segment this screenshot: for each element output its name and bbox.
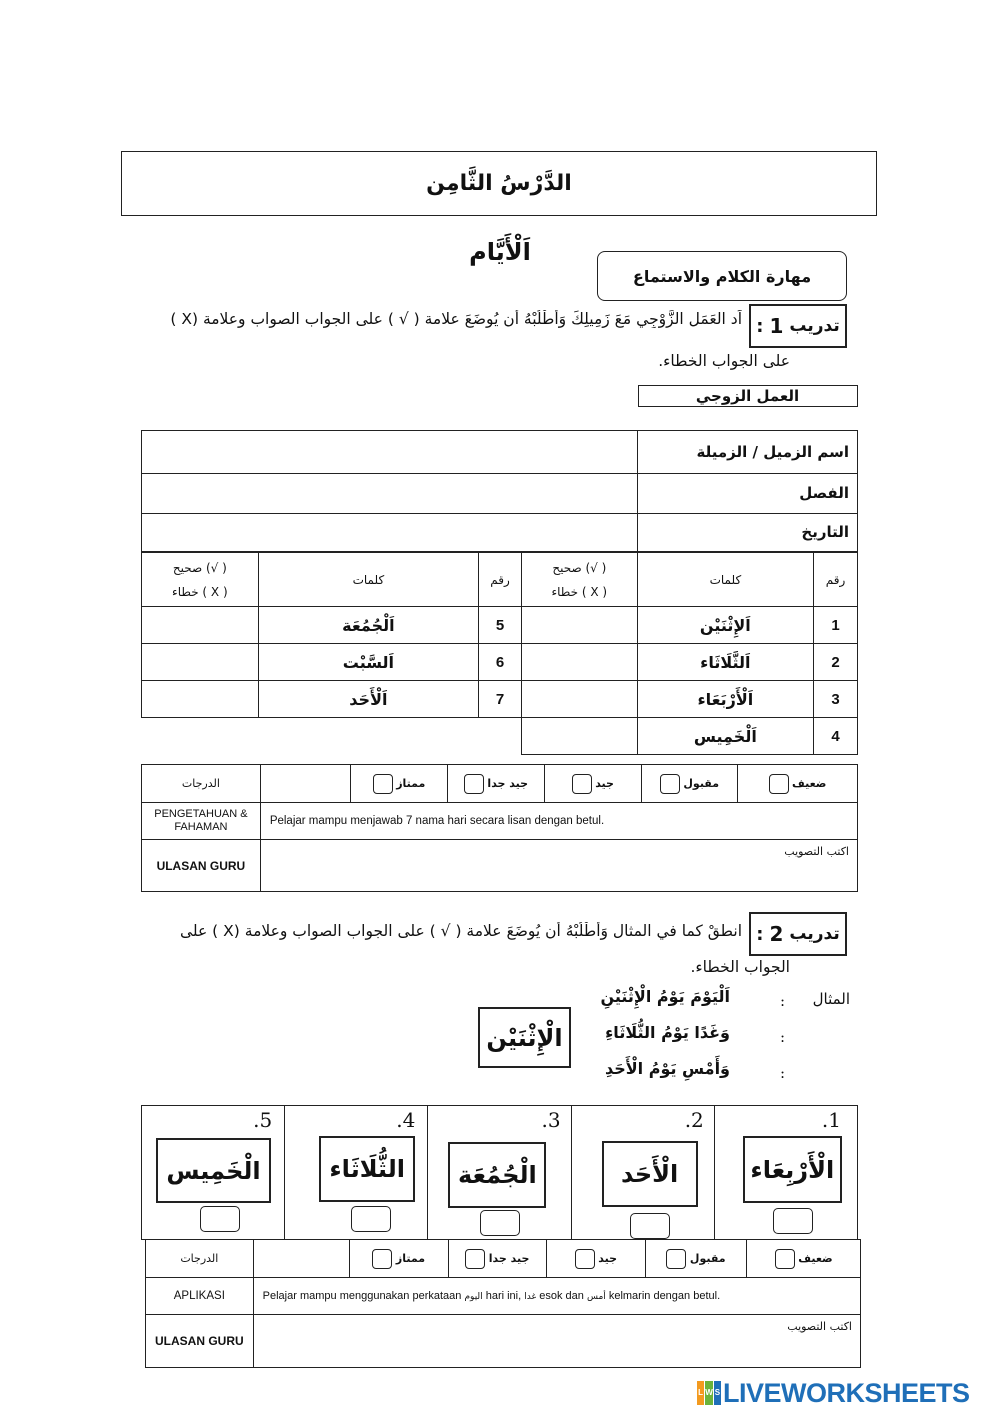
partner-name-label-cell xyxy=(638,430,858,473)
teacher-review-label: ULASAN GURU xyxy=(142,840,261,892)
example-colon-3: : xyxy=(780,1064,786,1082)
correction-label: اكتب التصويب xyxy=(787,1320,852,1333)
grade-checkbox[interactable] xyxy=(464,774,484,794)
grade-acceptable[interactable] xyxy=(645,1240,747,1278)
row-number: 3 xyxy=(814,681,858,718)
criteria-ar-1: اليوم xyxy=(464,1292,483,1302)
row-number: 5 xyxy=(479,607,522,644)
option-number: .2 xyxy=(684,1108,704,1132)
date-label: التاريخ xyxy=(801,523,849,541)
training-2-word: تدريب xyxy=(789,924,840,944)
option-word: الثُّلَاثَاء xyxy=(329,1155,405,1183)
col-num-header: رقم xyxy=(479,553,522,607)
grade-good[interactable] xyxy=(547,1240,646,1278)
days-table-left xyxy=(141,552,522,718)
option-answer-box[interactable] xyxy=(480,1210,520,1236)
example-line-1: اَلْيَوْمَ يَوْمُ الْإِثْنَيْنِ xyxy=(600,987,730,1006)
day-word: اَلإِثْنَيْن xyxy=(637,607,813,644)
topic-title: اَلْأَيَّام xyxy=(469,238,531,266)
grades-label: الدرجات xyxy=(142,765,261,803)
training-2-instruction-line2: الجواب الخطاء. xyxy=(690,958,790,976)
teacher-review-label: ULASAN GURU xyxy=(146,1315,254,1368)
grade-checkbox[interactable] xyxy=(775,1249,795,1269)
grade-checkbox[interactable] xyxy=(666,1249,686,1269)
training-2-number: 2 xyxy=(769,922,784,946)
partner-name-field[interactable] xyxy=(142,430,638,473)
date-field[interactable] xyxy=(142,513,638,551)
correction-label: اكتب التصويب xyxy=(784,845,849,858)
option-word: الْأَرْبِعَاء xyxy=(750,1155,835,1184)
grade-label: ممتاز xyxy=(396,776,426,790)
day-word: اَلْأَحَد xyxy=(258,681,478,718)
answer-cell[interactable] xyxy=(142,644,259,681)
col-tick-wrong: ( X ) خطاء xyxy=(172,584,228,599)
col-tick-header xyxy=(522,553,638,607)
table-row xyxy=(522,718,858,755)
criteria-ar-2: غدا xyxy=(524,1292,537,1302)
criteria-label: PENGETAHUAN & FAHAMAN xyxy=(142,803,261,840)
training-1-label-box xyxy=(749,304,847,348)
row-number: 1 xyxy=(814,607,858,644)
option-word-box xyxy=(448,1142,546,1208)
lws-logo-icon xyxy=(697,1381,721,1405)
logo-letter-l: L xyxy=(697,1381,704,1405)
grade-label: جيد xyxy=(598,1251,617,1265)
grade-label: جيد جدا xyxy=(487,776,529,790)
grade-label: مقبول xyxy=(689,1251,726,1265)
row-number: 7 xyxy=(479,681,522,718)
pair-work-info-table xyxy=(141,385,858,552)
grade-weak[interactable] xyxy=(737,765,857,803)
criteria-text xyxy=(253,1278,860,1315)
day-word: اَلْأَرْبَعَاء xyxy=(637,681,813,718)
example-colon-1: : xyxy=(780,992,786,1010)
options-grid xyxy=(141,1105,858,1240)
training-1-colon: : xyxy=(756,315,764,337)
answer-cell[interactable] xyxy=(522,681,638,718)
option-cell-5 xyxy=(142,1106,284,1239)
criteria-text-c: esok dan xyxy=(539,1290,584,1302)
rubric-2-table xyxy=(145,1239,861,1368)
option-word-box xyxy=(319,1136,415,1202)
answer-cell[interactable] xyxy=(142,681,259,718)
option-answer-box[interactable] xyxy=(200,1206,240,1232)
option-cell-4 xyxy=(284,1106,427,1239)
grade-label: جيد جدا xyxy=(488,1251,530,1265)
option-word-box xyxy=(743,1136,842,1203)
grade-checkbox[interactable] xyxy=(575,1249,595,1269)
training-1-instruction-line2: على الجواب الخطاء. xyxy=(658,352,790,370)
option-answer-box[interactable] xyxy=(773,1208,813,1234)
option-number: .1 xyxy=(821,1108,841,1132)
grade-label: مقبول xyxy=(683,776,720,790)
training-1-word: تدريب xyxy=(789,316,840,336)
example-label: المثال xyxy=(812,990,850,1008)
training-2-label-box xyxy=(749,912,847,956)
class-label-cell xyxy=(638,473,858,513)
day-word: اَلثَّلَاثَاء xyxy=(637,644,813,681)
example-line-3: وَأَمْسِ يَوْمُ الْأَحَدِ xyxy=(604,1059,730,1078)
grades-spacer xyxy=(253,1240,349,1278)
teacher-review-field[interactable] xyxy=(260,840,857,892)
class-field[interactable] xyxy=(142,473,638,513)
grade-checkbox[interactable] xyxy=(660,774,680,794)
table-row xyxy=(522,681,858,718)
grade-very-good[interactable] xyxy=(448,1240,547,1278)
pair-work-title-cell xyxy=(638,385,858,407)
option-cell-3 xyxy=(427,1106,570,1239)
grade-good[interactable] xyxy=(544,765,641,803)
lesson-title: الدَّرْسُ الثَّامِن xyxy=(426,171,572,196)
table-row xyxy=(142,644,522,681)
option-word: الْخَمِيس xyxy=(166,1156,261,1185)
table-row xyxy=(522,607,858,644)
option-number: .4 xyxy=(396,1108,416,1132)
training-1-number: 1 xyxy=(769,314,784,338)
grade-checkbox[interactable] xyxy=(372,1249,392,1269)
grade-very-good[interactable] xyxy=(448,765,544,803)
answer-cell[interactable] xyxy=(522,718,638,755)
grade-label: ضعيف xyxy=(792,776,827,790)
option-number: .3 xyxy=(541,1108,561,1132)
pair-work-title: العمل الزوجي xyxy=(695,387,800,405)
col-num-header: رقم xyxy=(814,553,858,607)
grades-spacer xyxy=(260,765,350,803)
option-cell-1 xyxy=(714,1106,857,1239)
criteria-text-b: hari ini, xyxy=(485,1290,522,1302)
day-word: اَلْجُمُعَة xyxy=(258,607,478,644)
option-number: .5 xyxy=(253,1108,273,1132)
training-2-instruction-line1: انطقْ كما في المثال وَأُطْلُبْهُ أَن يُوضَعَ علامة ( √ ) على الجواب الصواب وعلامة (X ) على xyxy=(179,922,742,940)
answer-cell[interactable] xyxy=(522,644,638,681)
col-tick-header xyxy=(142,553,259,607)
partner-name-label: اسم الزميل / الزميلة xyxy=(696,442,849,461)
col-tick-correct: ( √) صحيح xyxy=(552,560,607,575)
option-word-box xyxy=(602,1141,698,1207)
option-answer-box[interactable] xyxy=(630,1213,670,1239)
grade-acceptable[interactable] xyxy=(642,765,738,803)
criteria-ar-3: أمس xyxy=(586,1292,606,1302)
example-word-box xyxy=(478,1007,571,1068)
rubric-1-table xyxy=(141,764,858,892)
grade-label: جيد xyxy=(595,776,614,790)
answer-cell[interactable] xyxy=(522,607,638,644)
criteria-text-a: Pelajar mampu menggunakan perkataan xyxy=(262,1290,462,1302)
skill-box xyxy=(597,251,847,301)
criteria-text-d: kelmarin dengan betul. xyxy=(608,1290,721,1302)
option-cell-2 xyxy=(571,1106,714,1239)
teacher-review-field[interactable] xyxy=(253,1315,860,1368)
training-1-instruction-line1: اَد العَمَل الزَّوْجِي مَعَ زَمِيلِكَ وَأُطْلُبْهُ أَن يُوضَعَ علامة ( √ ) على الجواب الصواب وعلامة (X ) xyxy=(170,310,742,328)
liveworksheets-logo[interactable] xyxy=(697,1378,993,1408)
lesson-title-box xyxy=(121,151,877,216)
col-words-header: كلمات xyxy=(637,553,813,607)
grade-label: ضعيف xyxy=(798,1251,833,1265)
grade-checkbox[interactable] xyxy=(373,774,393,794)
class-label: الفصل xyxy=(799,484,849,502)
criteria-text: Pelajar mampu menjawab 7 nama hari secara lisan dengan betul. xyxy=(260,803,857,840)
grade-label: ممتاز xyxy=(395,1251,426,1265)
option-word: الْأَحَد xyxy=(620,1160,679,1188)
grade-excellent[interactable] xyxy=(349,1240,448,1278)
option-word-box xyxy=(156,1138,271,1203)
row-number: 2 xyxy=(814,644,858,681)
example-line-2: وَغَدًا يَوْمُ الثُّلَاثَاءِ xyxy=(605,1023,730,1042)
criteria-label: APLIKASI xyxy=(146,1278,254,1315)
example-colon-2: : xyxy=(780,1028,786,1046)
days-table-right xyxy=(521,552,858,755)
answer-cell[interactable] xyxy=(142,607,259,644)
date-label-cell xyxy=(638,513,858,551)
table-row xyxy=(522,644,858,681)
row-number: 4 xyxy=(814,718,858,755)
option-word: الْجُمُعَة xyxy=(458,1161,537,1189)
col-tick-correct: ( √) صحيح xyxy=(172,560,227,575)
row-number: 6 xyxy=(479,644,522,681)
brand-name: LIVEWORKSHEETS xyxy=(723,1377,970,1408)
day-word: اَلْخَمِيس xyxy=(637,718,813,755)
grade-checkbox[interactable] xyxy=(572,774,592,794)
grade-excellent[interactable] xyxy=(350,765,448,803)
table-row xyxy=(142,607,522,644)
logo-letter-s: S xyxy=(714,1381,721,1405)
day-word: اَلسَّبْت xyxy=(258,644,478,681)
grade-weak[interactable] xyxy=(747,1240,861,1278)
table-row xyxy=(142,681,522,718)
grade-checkbox[interactable] xyxy=(769,774,789,794)
logo-letter-w: W xyxy=(705,1381,713,1405)
grade-checkbox[interactable] xyxy=(465,1249,485,1269)
example-word: الْإِثْنَيْن xyxy=(486,1023,563,1052)
col-words-header: كلمات xyxy=(258,553,478,607)
skill-label: مهارة الكلام والاستماع xyxy=(632,266,812,286)
option-answer-box[interactable] xyxy=(351,1206,391,1232)
col-tick-wrong: ( X ) خطاء xyxy=(551,584,608,599)
training-2-colon: : xyxy=(756,923,764,945)
grades-label: الدرجات xyxy=(146,1240,254,1278)
